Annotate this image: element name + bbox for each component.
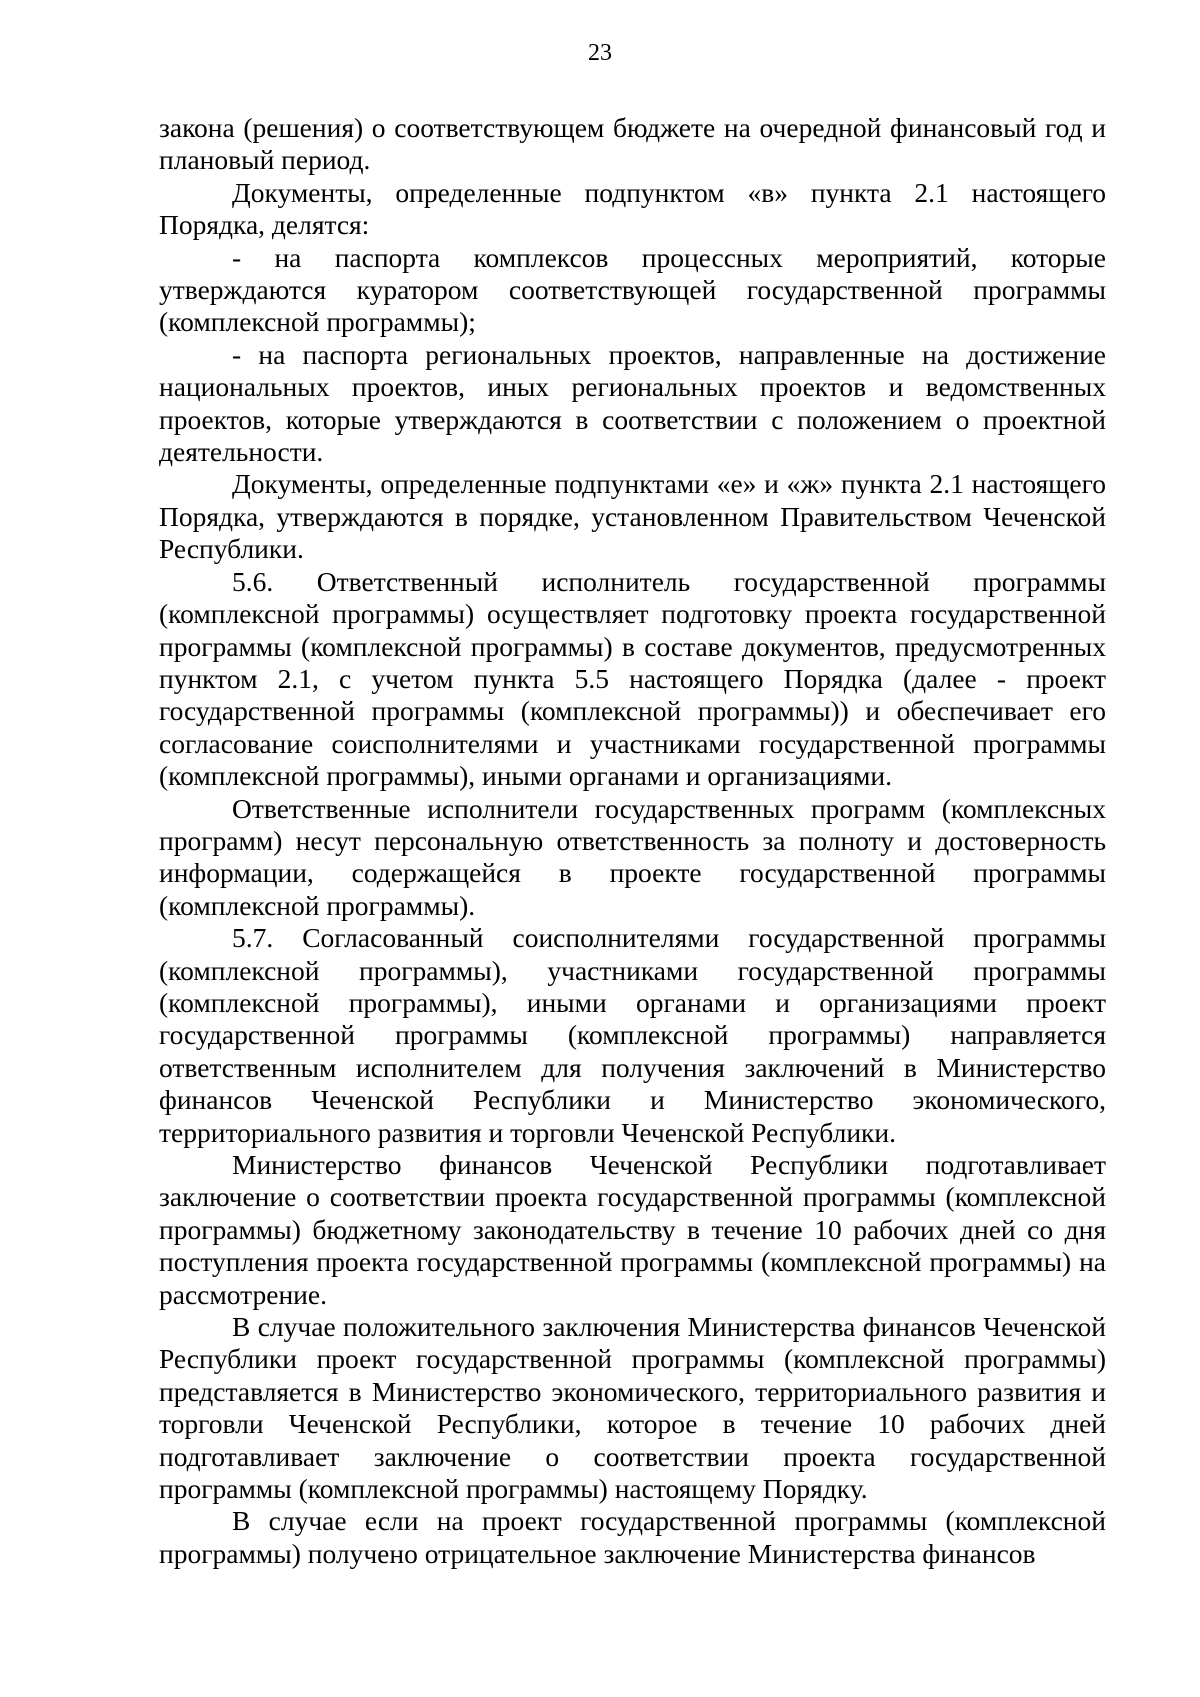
paragraph-responsibility: Ответственные исполнители государственных программ (комплексных программ) несут персональную ответственность за полноту и достоверность информации, содержащейся в проекте государственной программы (комплексной программы). (159, 792, 1106, 921)
list-item-regional-projects: - на паспорта региональных проектов, направленные на достижение национальных проектов, иных региональных проектов и ведомственных проектов, которые утверждаются в соответствии с положением о проектной деятельности. (159, 338, 1106, 468)
paragraph-positive-conclusion: В случае положительного заключения Министерства финансов Чеченской Республики проект государственной программы (комплексной программы) представляется в Министерство экономического, территориального развития и торговли Чеченской Республики, которое в течение 10 рабочих дней подготавливает заключение о соответствии проекта государственной программы (комплексной программы) настоящему Порядку. (159, 1311, 1106, 1505)
paragraph-negative-conclusion: В случае если на проект государственной программы (комплексной программы) получено отрицательное заключение Министерства финансов (159, 1505, 1106, 1569)
document-body (159, 112, 1106, 1570)
list-item-process-complexes: - на паспорта комплексов процессных мероприятий, которые утверждаются куратором соответствующей государственной программы (комплексной программы); (159, 241, 1106, 338)
paragraph-documents-approval: Документы, определенные подпунктами «е» и «ж» пункта 2.1 настоящего Порядка, утверждаются в порядке, установленном Правительством Чеченской Республики. (159, 468, 1106, 565)
page-number: 23 (588, 40, 612, 66)
paragraph-continuation: закона (решения) о соответствующем бюджете на очередной финансовый год и плановый период. (159, 112, 1106, 176)
paragraph-section-5-6: 5.6. Ответственный исполнитель государственной программы (комплексной программы) осуществляет подготовку проекта государственной программы (комплексной программы) в составе документов, предусмотренных пунктом 2.1, с учетом пункта 5.5 настоящего Порядка (далее - проект государственной программы (комплексной программы)) и обеспечивает его согласование соисполнителями и участниками государственной программы (комплексной программы), иными органами и организациями. (159, 565, 1106, 792)
paragraph-documents-division: Документы, определенные подпунктом «в» пункта 2.1 настоящего Порядка, делятся: (159, 176, 1106, 241)
paragraph-section-5-7: 5.7. Согласованный соисполнителями государственной программы (комплексной программы), участниками государственной программы (комплексной программы), иными органами и организациями проект государственной программы (комплексной программы) направляется ответственным исполнителем для получения заключений в Министерство финансов Чеченской Республики и Министерство экономического, территориального развития и торговли Чеченской Республики. (159, 922, 1106, 1148)
paragraph-finance-ministry-conclusion: Министерство финансов Чеченской Республики подготавливает заключение о соответствии проекта государственной программы (комплексной программы) бюджетному законодательству в течение 10 рабочих дней со дня поступления проекта государственной программы (комплексной программы) на рассмотрение. (159, 1149, 1106, 1310)
